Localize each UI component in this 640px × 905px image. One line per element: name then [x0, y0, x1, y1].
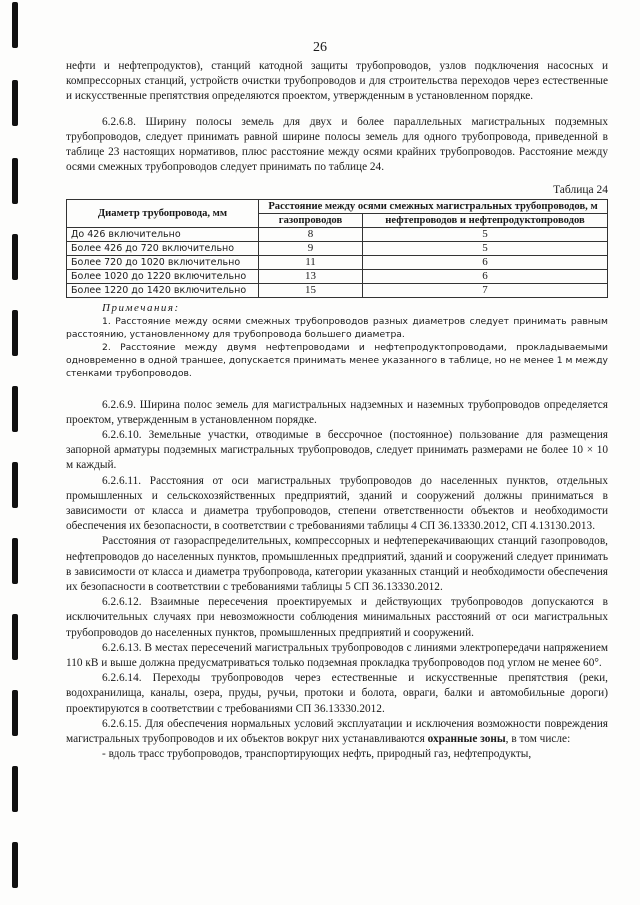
binder-hole: [12, 842, 18, 888]
table-row: [67, 269, 608, 283]
paragraph-6-2-6-8: 6.2.6.8. Ширину полосы земель для двух и более параллельных магистральных подземных трубопроводов, следует принимать равной ширине полосы земель для одного трубопровода, приведенной в таблице 23 настоящих нормативов, плюс расстояние между осями крайних трубопроводов. Расстояние между осями смежных трубопроводов следует принимать по таблице 24.: [66, 115, 608, 174]
cell-diameter: Более 720 до 1020 включительно: [67, 255, 259, 269]
table-row: [67, 283, 608, 297]
paragraph-6-2-6-9: 6.2.6.9. Ширина полос земель для магистральных надземных и наземных трубопроводов определяется проектом, утвержденным в установленном порядке.: [66, 398, 608, 426]
header-distance: Расстояние между осями смежных магистральных трубопроводов, м: [259, 199, 608, 213]
binder-hole: [12, 234, 18, 280]
header-diameter: Диаметр трубопровода, мм: [67, 199, 259, 227]
table-24: [66, 199, 608, 298]
note-1: 1. Расстояние между осями смежных трубопроводов разных диаметров следует принимать равным расстоянию, установленному для трубопровода большего диаметра.: [66, 315, 608, 340]
binder-hole: [12, 462, 18, 508]
table-row: [67, 227, 608, 241]
cell-oil: 6: [363, 269, 608, 283]
cell-gas: 15: [259, 283, 363, 297]
paragraph-6-2-6-12: 6.2.6.12. Взаимные пересечения проектируемых и действующих трубопроводов допускаются в исключительных случаях при невозможности соблюдения минимальных расстояний от оси магистральных трубопроводов до населенных пунктов, промышленных предприятий и сооружений.: [66, 596, 608, 639]
paragraph-6-2-6-13: 6.2.6.13. В местах пересечений магистральных трубопроводов с линиями электропередачи напряжением 110 кВ и выше должна предусматриваться только подземная прокладка трубопроводов под углом не менее 60°.: [66, 641, 608, 670]
bold-term: охранные зоны: [427, 733, 506, 746]
paragraph-6-2-6-10: 6.2.6.10. Земельные участки, отводимые в бессрочное (постоянное) пользование для размещения запорной арматуры подземных магистральных трубопроводов, следует принимать размерами не более 10 × 10 м каждый.: [66, 429, 608, 472]
cell-diameter: Более 426 до 720 включительно: [67, 241, 259, 255]
table-caption: Таблица 24: [553, 184, 608, 197]
cell-oil: 6: [363, 255, 608, 269]
cell-oil: 7: [363, 283, 608, 297]
paragraph-list-item: - вдоль трасс трубопроводов, транспортирующих нефть, природный газ, нефтепродукты,: [102, 748, 532, 761]
paragraph-6-2-6-11-b: Расстояния от газораспределительных, компрессорных и нефтеперекачивающих станций газопроводов, нефтепроводов до населенных пунктов, промышленных предприятий, зданий и сооружений следует принимать в зависимости от класса и диаметра трубопровода, категории указанных станций и необходимости обеспечения их безопасности в соответствии с требованиями таблицы 5 СП 36.13330.2012.: [66, 535, 608, 594]
paragraph-continuation: нефти и нефтепродуктов), станций катодной защиты трубопроводов, узлов подключения насосных и компрессорных станций, устройств очистки трубопроводов и для строительства переходов через естественные и искусственные препятствия определяются проектом, утвержденным в установленном порядке.: [66, 60, 608, 103]
binder-hole: [12, 386, 18, 432]
header-gas: газопроводов: [259, 213, 363, 227]
binder-hole: [12, 690, 18, 736]
cell-diameter: До 426 включительно: [67, 227, 259, 241]
binder-hole: [12, 310, 18, 356]
note-2: 2. Расстояние между двумя нефтепроводами и нефтепродуктопроводами, прокладываемыми одновременно в одной траншее, допускается принимать менее указанного в таблице, но не менее 1 м между стенками трубопроводов.: [66, 341, 608, 379]
cell-oil: 5: [363, 227, 608, 241]
table-row: [67, 241, 608, 255]
text-span: , в том числе:: [505, 733, 571, 746]
paragraph-6-2-6-15: [66, 717, 608, 747]
notes-title: Примечания:: [102, 301, 180, 314]
table-notes: [66, 302, 608, 380]
cell-gas: 11: [259, 255, 363, 269]
binder-hole: [12, 766, 18, 812]
cell-diameter: Более 1020 до 1220 включительно: [67, 269, 259, 283]
binder-hole: [12, 614, 18, 660]
table-row: [67, 255, 608, 269]
header-oil: нефтепроводов и нефтепродуктопроводов: [363, 213, 608, 227]
page-content: [66, 59, 608, 763]
cell-gas: 9: [259, 241, 363, 255]
paragraph-6-2-6-14: 6.2.6.14. Переходы трубопроводов через естественные и искусственные препятствия (реки, водохранилища, каналы, озера, пруды, ручьи, протоки и болота, овраги, балки и автомобильные дороги) проектируются в соответствии с требованиями СП 36.13330.2012.: [66, 672, 608, 715]
paragraph-6-2-6-11: 6.2.6.11. Расстояния от оси магистральных трубопроводов до населенных пунктов, отдельных промышленных и сельскохозяйственных предприятий, зданий и сооружений должны приниматься в зависимости от класса и диаметра трубопроводов, степени ответственности объектов и необходимости обеспечения их безопасности, в соответствии с требованиями таблицы 4 СП 36.13330.2012, СП 4.13130.2013.: [66, 474, 608, 533]
binder-holes: [12, 0, 20, 905]
page-number: 26: [313, 40, 327, 55]
text-span: 6.2.6.15. Для обеспечения нормальных условий эксплуатации и исключения возможности повреждения магистральных трубопроводов и их объектов вокруг них устанавливаются: [66, 717, 608, 746]
cell-diameter: Более 1220 до 1420 включительно: [67, 283, 259, 297]
binder-hole: [12, 158, 18, 204]
cell-oil: 5: [363, 241, 608, 255]
binder-hole: [12, 80, 18, 126]
binder-hole: [12, 538, 18, 584]
cell-gas: 8: [259, 227, 363, 241]
cell-gas: 13: [259, 269, 363, 283]
